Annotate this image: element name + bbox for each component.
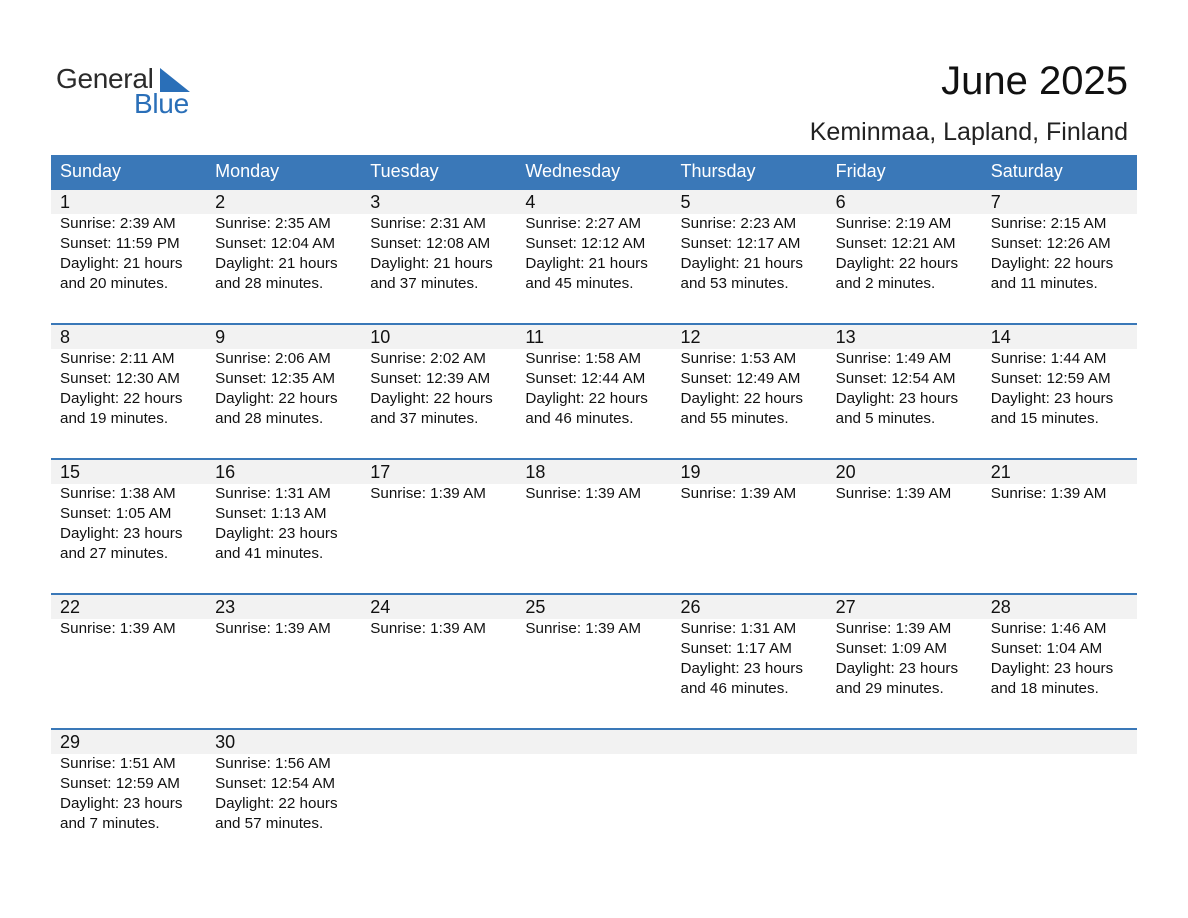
day-number bbox=[836, 728, 982, 754]
day-number bbox=[681, 728, 827, 754]
day-info-line: and 29 minutes. bbox=[835, 680, 944, 697]
day-cell bbox=[51, 188, 206, 323]
day-info-line: Sunrise: 1:39 AM bbox=[835, 485, 952, 502]
day-cell bbox=[206, 323, 361, 458]
day-cell bbox=[516, 323, 671, 458]
day-info-line: Sunset: 12:44 AM bbox=[525, 370, 646, 387]
day-info-line: Sunset: 12:12 AM bbox=[525, 235, 646, 252]
day-info-line: Sunset: 12:17 AM bbox=[680, 235, 801, 252]
day-number: 19 bbox=[680, 462, 701, 482]
day-info bbox=[836, 619, 982, 699]
day-info bbox=[60, 619, 206, 639]
day-cell bbox=[516, 728, 671, 863]
page-title: June 2025 bbox=[941, 59, 1128, 103]
day-cell bbox=[827, 323, 982, 458]
day-info-line: and 55 minutes. bbox=[680, 410, 789, 427]
day-info bbox=[681, 484, 827, 504]
day-info-line: Sunset: 12:30 AM bbox=[60, 370, 180, 387]
day-info-line: Sunset: 12:08 AM bbox=[370, 235, 491, 252]
day-number: 30 bbox=[215, 732, 236, 752]
day-info-line: Sunrise: 1:39 AM bbox=[370, 485, 486, 502]
day-number bbox=[991, 728, 1137, 754]
day-cell bbox=[827, 728, 982, 863]
day-number: 21 bbox=[990, 462, 1011, 482]
day-info-line: Daylight: 22 hours bbox=[990, 255, 1114, 272]
day-cell bbox=[982, 188, 1137, 323]
day-info-line: Daylight: 22 hours bbox=[215, 795, 338, 812]
day-info-line: and 19 minutes. bbox=[60, 410, 169, 427]
day-info-line: and 20 minutes. bbox=[60, 275, 169, 292]
day-number: 26 bbox=[680, 597, 701, 617]
day-info-line: and 18 minutes. bbox=[990, 680, 1099, 697]
calendar-week bbox=[51, 188, 1137, 323]
day-info-line: Sunrise: 1:38 AM bbox=[60, 485, 176, 502]
day-info bbox=[681, 214, 827, 294]
day-info bbox=[991, 349, 1137, 429]
day-info bbox=[991, 484, 1137, 504]
day-info-line: Sunset: 12:59 AM bbox=[990, 370, 1111, 387]
day-info bbox=[215, 484, 361, 564]
calendar-week bbox=[51, 458, 1137, 593]
day-info-line: Sunset: 11:59 PM bbox=[60, 235, 180, 252]
day-info-line: Sunrise: 2:39 AM bbox=[60, 215, 176, 232]
day-info-line: Sunset: 12:21 AM bbox=[835, 235, 956, 252]
day-info-line: Sunrise: 1:49 AM bbox=[835, 350, 952, 367]
day-number: 10 bbox=[370, 327, 391, 347]
day-info-line: and 2 minutes. bbox=[835, 275, 936, 292]
day-info bbox=[681, 619, 827, 699]
day-info bbox=[525, 619, 671, 639]
day-info bbox=[836, 214, 982, 294]
day-info-line: Sunrise: 1:39 AM bbox=[680, 485, 797, 502]
day-cell bbox=[51, 323, 206, 458]
day-info-line: Daylight: 22 hours bbox=[835, 255, 959, 272]
logo bbox=[56, 62, 206, 122]
day-info-line: and 28 minutes. bbox=[215, 275, 324, 292]
day-info-line: and 57 minutes. bbox=[215, 815, 324, 832]
day-number: 6 bbox=[835, 192, 846, 212]
day-number bbox=[525, 728, 671, 754]
day-cell bbox=[206, 188, 361, 323]
day-number: 22 bbox=[60, 597, 81, 617]
weekday-sunday: Sunday bbox=[60, 161, 122, 181]
day-info-line: Sunrise: 2:31 AM bbox=[370, 215, 486, 232]
logo-general-text: General bbox=[56, 63, 154, 94]
day-cell bbox=[206, 593, 361, 728]
day-cell bbox=[982, 458, 1137, 593]
day-info-line: Daylight: 22 hours bbox=[370, 390, 493, 407]
day-number: 11 bbox=[525, 327, 545, 347]
day-info-line: Sunrise: 1:53 AM bbox=[680, 350, 797, 367]
day-info-line: Sunrise: 2:19 AM bbox=[835, 215, 952, 232]
day-info-line: and 5 minutes. bbox=[835, 410, 936, 427]
day-cell bbox=[672, 188, 827, 323]
day-number: 16 bbox=[215, 462, 236, 482]
day-number: 8 bbox=[60, 327, 71, 347]
day-info-line: Daylight: 21 hours bbox=[525, 255, 648, 272]
day-cell bbox=[827, 593, 982, 728]
day-cell bbox=[982, 323, 1137, 458]
day-number: 7 bbox=[990, 192, 1001, 212]
day-info-line: Sunset: 12:39 AM bbox=[370, 370, 491, 387]
day-info-line: and 27 minutes. bbox=[60, 545, 169, 562]
day-cell bbox=[982, 728, 1137, 863]
day-info-line: Sunset: 12:49 AM bbox=[680, 370, 801, 387]
day-cell bbox=[361, 728, 516, 863]
day-info-line: and 15 minutes. bbox=[990, 410, 1099, 427]
day-info bbox=[370, 349, 516, 429]
weekday-tuesday: Tuesday bbox=[370, 161, 439, 181]
location-subtitle: Keminmaa, Lapland, Finland bbox=[809, 118, 1128, 146]
day-number: 25 bbox=[525, 597, 546, 617]
day-info bbox=[215, 754, 361, 834]
day-info-line: Sunrise: 2:23 AM bbox=[680, 215, 797, 232]
calendar-weeks bbox=[51, 188, 1137, 863]
day-cell bbox=[206, 728, 361, 863]
day-info bbox=[370, 214, 516, 294]
weekday-saturday: Saturday bbox=[990, 161, 1063, 181]
day-info bbox=[215, 619, 361, 639]
day-info-line: Sunrise: 1:39 AM bbox=[370, 620, 486, 637]
day-info-line: and 46 minutes. bbox=[525, 410, 634, 427]
day-info-line: Sunrise: 1:39 AM bbox=[525, 485, 642, 502]
day-info-line: Sunrise: 1:31 AM bbox=[680, 620, 797, 637]
day-info-line: Sunset: 1:17 AM bbox=[680, 640, 792, 657]
day-number: 27 bbox=[835, 597, 856, 617]
day-number bbox=[370, 728, 516, 754]
day-number: 18 bbox=[525, 462, 546, 482]
day-info-line: Sunrise: 2:11 AM bbox=[60, 350, 175, 367]
day-info-line: Daylight: 21 hours bbox=[60, 255, 183, 272]
day-cell bbox=[51, 728, 206, 863]
day-info-line: Sunset: 1:05 AM bbox=[60, 505, 172, 522]
day-number: 15 bbox=[60, 462, 81, 482]
day-number: 12 bbox=[680, 327, 701, 347]
day-info bbox=[60, 349, 206, 429]
day-info-line: Sunrise: 1:39 AM bbox=[990, 485, 1107, 502]
day-info-line: Sunset: 1:13 AM bbox=[215, 505, 327, 522]
day-info-line: Daylight: 23 hours bbox=[990, 660, 1114, 677]
day-cell bbox=[672, 593, 827, 728]
day-number: 13 bbox=[835, 327, 856, 347]
day-info-line: Sunset: 12:54 AM bbox=[835, 370, 956, 387]
day-info-line: Daylight: 22 hours bbox=[680, 390, 803, 407]
day-info-line: Sunrise: 1:39 AM bbox=[525, 620, 642, 637]
day-info bbox=[836, 349, 982, 429]
day-info bbox=[681, 349, 827, 429]
day-info-line: and 45 minutes. bbox=[525, 275, 634, 292]
day-info-line: Sunset: 1:09 AM bbox=[835, 640, 948, 657]
day-info-line: Daylight: 23 hours bbox=[990, 390, 1114, 407]
day-info bbox=[836, 484, 982, 504]
day-info-line: Daylight: 22 hours bbox=[60, 390, 183, 407]
day-cell bbox=[206, 458, 361, 593]
day-info-line: Sunset: 12:35 AM bbox=[215, 370, 336, 387]
day-info-line: Sunset: 12:26 AM bbox=[990, 235, 1111, 252]
weekday-friday: Friday bbox=[835, 161, 886, 181]
day-info-line: Daylight: 21 hours bbox=[680, 255, 803, 272]
day-cell bbox=[516, 593, 671, 728]
weekday-header bbox=[51, 155, 1137, 188]
day-cell bbox=[672, 458, 827, 593]
day-number: 4 bbox=[525, 192, 536, 212]
day-info-line: Sunset: 12:54 AM bbox=[215, 775, 336, 792]
day-cell bbox=[361, 188, 516, 323]
day-number: 24 bbox=[370, 597, 391, 617]
day-number: 23 bbox=[215, 597, 236, 617]
day-info bbox=[525, 484, 671, 504]
day-info bbox=[991, 214, 1137, 294]
day-info-line: Daylight: 21 hours bbox=[370, 255, 493, 272]
day-info-line: Sunrise: 2:02 AM bbox=[370, 350, 486, 367]
weekday-monday: Monday bbox=[215, 161, 280, 181]
day-info-line: Sunrise: 1:44 AM bbox=[990, 350, 1107, 367]
day-info-line: Daylight: 23 hours bbox=[60, 525, 183, 542]
day-info bbox=[60, 754, 206, 834]
calendar-week bbox=[51, 323, 1137, 458]
day-info-line: Sunset: 12:04 AM bbox=[215, 235, 336, 252]
calendar-week bbox=[51, 728, 1137, 863]
day-cell bbox=[516, 458, 671, 593]
day-cell bbox=[672, 323, 827, 458]
day-info-line: and 37 minutes. bbox=[370, 410, 479, 427]
day-cell bbox=[516, 188, 671, 323]
day-info-line: Sunrise: 2:06 AM bbox=[215, 350, 331, 367]
day-number: 5 bbox=[680, 192, 691, 212]
day-info-line: Sunrise: 1:31 AM bbox=[215, 485, 331, 502]
day-info-line: Daylight: 23 hours bbox=[60, 795, 183, 812]
day-info bbox=[60, 214, 206, 294]
day-cell bbox=[51, 458, 206, 593]
day-info-line: Daylight: 22 hours bbox=[525, 390, 648, 407]
day-info-line: Sunrise: 2:35 AM bbox=[215, 215, 331, 232]
day-info bbox=[525, 349, 671, 429]
logo-blue-text: Blue bbox=[134, 88, 189, 119]
day-info-line: and 46 minutes. bbox=[680, 680, 789, 697]
day-info-line: Daylight: 22 hours bbox=[215, 390, 338, 407]
day-info-line: and 11 minutes. bbox=[990, 275, 1098, 292]
day-number: 29 bbox=[60, 732, 81, 752]
day-number: 1 bbox=[60, 192, 71, 212]
day-number: 17 bbox=[370, 462, 391, 482]
day-info-line: Sunrise: 1:39 AM bbox=[835, 620, 952, 637]
day-cell bbox=[982, 593, 1137, 728]
day-number: 9 bbox=[215, 327, 226, 347]
day-cell bbox=[51, 593, 206, 728]
day-cell bbox=[672, 728, 827, 863]
day-info bbox=[60, 484, 206, 564]
weekday-wednesday: Wednesday bbox=[525, 161, 621, 181]
day-info-line: and 53 minutes. bbox=[680, 275, 789, 292]
day-cell bbox=[361, 323, 516, 458]
day-info-line: and 41 minutes. bbox=[215, 545, 324, 562]
day-info-line: Sunrise: 1:39 AM bbox=[60, 620, 176, 637]
day-info-line: Daylight: 21 hours bbox=[215, 255, 338, 272]
day-number: 2 bbox=[215, 192, 226, 212]
day-cell bbox=[361, 593, 516, 728]
day-cell bbox=[827, 188, 982, 323]
day-info-line: and 7 minutes. bbox=[60, 815, 160, 832]
day-info-line: Daylight: 23 hours bbox=[680, 660, 803, 677]
day-info-line: Sunrise: 1:39 AM bbox=[215, 620, 331, 637]
day-info-line: Sunrise: 1:46 AM bbox=[990, 620, 1107, 637]
day-info-line: Sunset: 1:04 AM bbox=[990, 640, 1103, 657]
day-number: 14 bbox=[990, 327, 1011, 347]
day-info-line: and 37 minutes. bbox=[370, 275, 479, 292]
day-info-line: Daylight: 23 hours bbox=[835, 660, 959, 677]
day-info-line: Sunrise: 1:58 AM bbox=[525, 350, 642, 367]
day-number: 3 bbox=[370, 192, 381, 212]
day-number: 28 bbox=[990, 597, 1011, 617]
calendar-week bbox=[51, 593, 1137, 728]
day-info bbox=[525, 214, 671, 294]
day-info bbox=[215, 349, 361, 429]
day-info-line: and 28 minutes. bbox=[215, 410, 324, 427]
day-info bbox=[370, 619, 516, 639]
day-cell bbox=[827, 458, 982, 593]
day-info-line: Daylight: 23 hours bbox=[835, 390, 959, 407]
day-info-line: Sunset: 12:59 AM bbox=[60, 775, 180, 792]
calendar bbox=[51, 155, 1137, 863]
day-info bbox=[370, 484, 516, 504]
day-info-line: Sunrise: 1:51 AM bbox=[60, 755, 176, 772]
day-info-line: Sunrise: 2:15 AM bbox=[990, 215, 1107, 232]
day-cell bbox=[361, 458, 516, 593]
day-info-line: Daylight: 23 hours bbox=[215, 525, 338, 542]
day-info-line: Sunrise: 2:27 AM bbox=[525, 215, 642, 232]
day-info bbox=[215, 214, 361, 294]
day-info-line: Sunrise: 1:56 AM bbox=[215, 755, 331, 772]
day-number: 20 bbox=[835, 462, 856, 482]
day-info bbox=[991, 619, 1137, 699]
weekday-thursday: Thursday bbox=[680, 161, 756, 181]
